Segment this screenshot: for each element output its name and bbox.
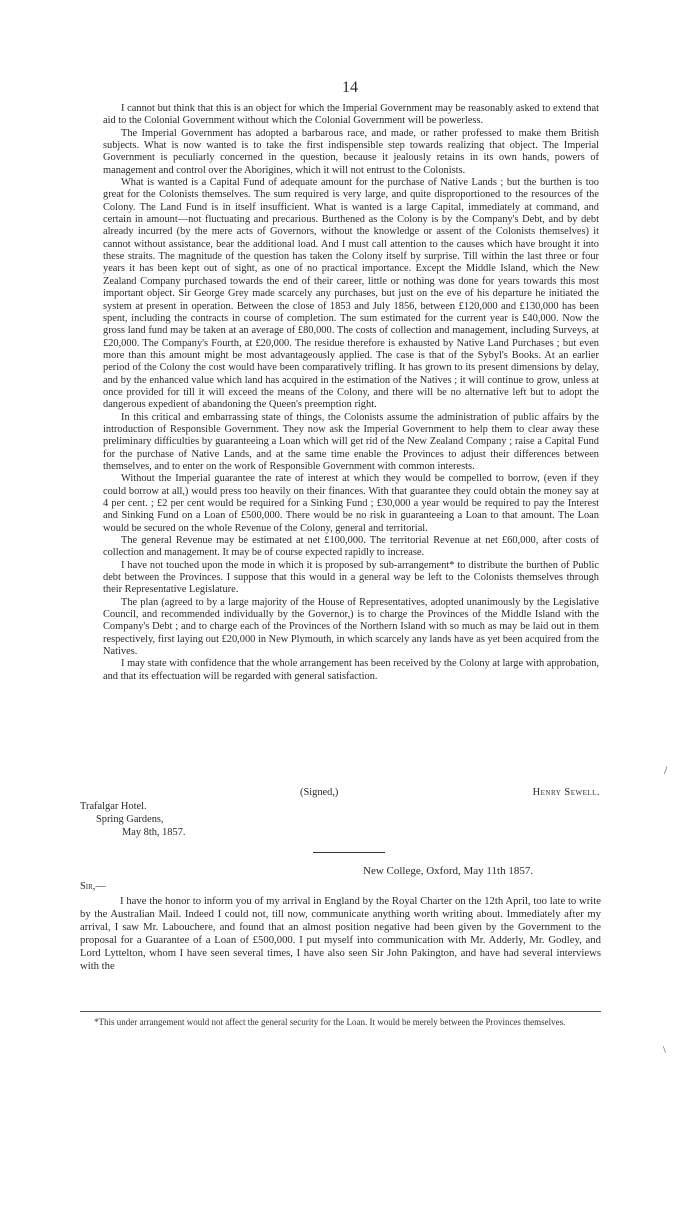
paragraph: I have the honor to inform you of my arrival in England by the Royal Charter on the 12th April, too late to write by the Australian Mail. Indeed I could not, till now, communicate anything worth writing about. Immediately after my arrival, I saw Mr. Labouchere, and found that an almost position negative had been given by the Government to the proposal for a Guarantee of a Loan of £500,000. I put myself into communication with Mr. Adderly, Mr. Godley, and Lord Lyttelton, whom I have seen several times, I have also seen Sir John Pakington, and have had several interviews with the bbox=[80, 895, 601, 973]
address-line: Trafalgar Hotel. bbox=[80, 801, 147, 812]
signed-label: (Signed,) bbox=[300, 787, 339, 798]
footnote-text: *This under arrangement would not affect the general security for the Loan. It would be merely between the Provinces themselves. bbox=[94, 1017, 566, 1027]
section-divider bbox=[313, 852, 385, 853]
letter-two-body bbox=[80, 895, 601, 974]
address-line: Spring Gardens, bbox=[96, 814, 164, 825]
sender-address bbox=[80, 800, 186, 839]
salutation: Sir,— bbox=[80, 881, 106, 892]
paragraph: Without the Imperial guarantee the rate of interest at which they would be compelled to borrow, (even if they could borrow at all,) would press too heavily on their finances. With that guarantee they could obtain the money say at 4 per cent. ; £2 per cent would be required for a Sinking Fund ; £30,000 a year would be required to pay the Interest and Sinking Fund on a Loan of £500,000. There would be no risk in guaranteeing a Loan to that amount. The Loan would be secured on the whole Revenue of the Colony, general and territorial. bbox=[103, 473, 599, 534]
paragraph: I have not touched upon the mode in which it is proposed by sub-arrangement* to distribute the burthen of Public debt between the Provinces. I suppose that this would in a general way be left to the Colonists themselves through their Representative Legislature. bbox=[103, 559, 599, 596]
paragraph: What is wanted is a Capital Fund of adequate amount for the purchase of Native Lands ; but the burthen is too great for the Colonists themselves. The sum required is very large, and quite disproportioned to the resources of the Colony. The Land Fund is in itself insufficient. What is wanted is a large Capital, immediately at command, and certain in amount—not fluctuating and precarious. Burthened as the Colony is by the Company's Debt, and by debt already incurred (by the mere acts of Governors, without the knowledge or assent of the Colonists themselves) it cannot without assistance, bear the additional load. And I must call attention to the causes which have brought it into these straits. The magnitude of the question has taken the Colony itself by surprise. Till within the last three or four years it has been kept out of sight, as one of no practical importance. Except the Middle Island, which the New Zealand Company purchased towards the end of their career, little or nothing was done for years towards this most important object. Sir George Grey made scarcely any purchases, but just on the eve of his departure he initiated the system at present in operation. Between the close of 1853 and July 1856, between £120,000 and £130,000 has been spent, including the contracts in course of completion. The sum estimated for the current year is £40,000. Now the gross land fund may be taken at an average of £80,000. The costs of collection and management, including Surveys, at £20,000. The Company's Fourth, at £20,000. The residue therefore is exhausted by Native Land Purchases ; but even more than this amount might be most advantageously applied. The case is that of the Sybyl's Books. At an earlier period of the Colony the cost would have been comparatively trifling. It has grown to its present dimensions by delay, and by the enhanced value which land has acquired in the estimation of the Natives ; it will continue to grow, unless at once provided for till it will exceed the means of the Colony, and there will be no alternative left but to adopt the dangerous expedient of abandoning the Queen's preemption right. bbox=[103, 177, 599, 411]
paragraph: The Imperial Government has adopted a barbarous race, and made, or rather professed to make them British subjects. What is now wanted is to take the first indispensible step towards realizing that object. The Imperial Government is peculiarly concerned in the question, because it jealously retains in its own hands, powers of management and control over the Aborigines, which it will not entrust to the Colonists. bbox=[103, 127, 599, 176]
address-line: May 8th, 1857. bbox=[122, 827, 186, 838]
letter-one-body bbox=[103, 103, 599, 683]
paragraph: The plan (agreed to by a large majority of the House of Representatives, adopted unanimously by the Legislative Council, and recommended individually by the Governor,) is to charge the Provinces of the Middle Island with the Company's Debt ; and to charge each of the Provinces of the Northern Island with so much as may be laid out in them respectively, first laying out £20,000 in New Plymouth, in which scarcely any lands have as yet been acquired from the Natives. bbox=[103, 596, 599, 658]
footnote-rule bbox=[80, 1011, 601, 1012]
margin-mark: \ bbox=[663, 1045, 666, 1056]
signatory-name: Henry Sewell. bbox=[532, 787, 600, 798]
margin-mark: / bbox=[664, 763, 668, 777]
paragraph: I cannot but think that this is an object for which the Imperial Government may be reasonably asked to extend that aid to the Colonial Government without which the Colonial Government will be powerless. bbox=[103, 103, 599, 127]
footnote bbox=[80, 1017, 601, 1028]
paragraph: The general Revenue may be estimated at net £100,000. The territorial Revenue at net £60,000, after costs of collection and management. It may be of course expected rapidly to increase. bbox=[103, 535, 599, 559]
page-number: 14 bbox=[342, 79, 358, 96]
letter-two-dateline: New College, Oxford, May 11th 1857. bbox=[363, 865, 534, 877]
paragraph: I may state with confidence that the whole arrangement has been received by the Colony at large with approbation, and that its effectuation will be regarded with general satisfaction. bbox=[103, 658, 599, 682]
paragraph: In this critical and embarrassing state of things, the Colonists assume the administration of public affairs by the introduction of Responsible Government. They now ask the Imperial Government to help them to clear away these preliminary difficulties by guaranteeing a Loan which will get rid of the New Zealand Company ; raise a Capital Fund for the purchase of Native Lands, and at the same time enable the Provinces to adjust their differences between themselves, and to enter on the work of Responsible Government with common interests. bbox=[103, 411, 599, 472]
